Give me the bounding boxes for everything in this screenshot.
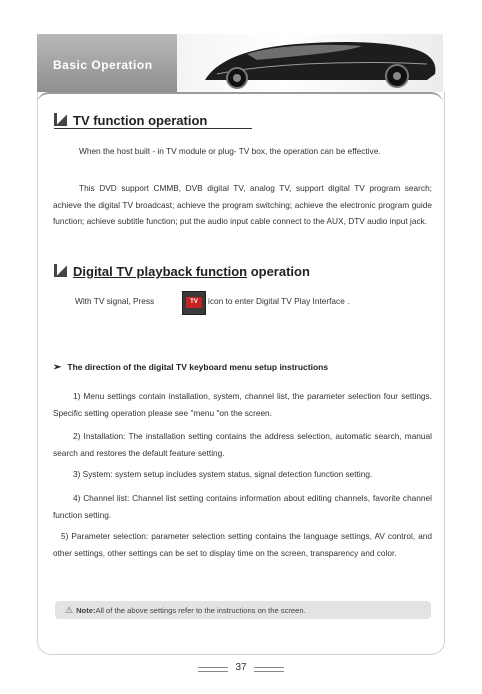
section-title-rest: operation [247,264,310,279]
keyboard-menu-heading [53,362,328,373]
tv-instruction-after [208,296,349,306]
note-label: Note: [76,606,96,615]
header-label-panel [37,34,177,92]
sports-car-image [177,34,443,92]
tv-icon [182,291,206,315]
page-number: 37 [198,660,284,676]
section-label: Basic Operation [53,58,153,72]
note-box [55,601,431,619]
keyboard-menu-heading-text: The direction of the digital TV keyboard menu setup instructions [67,362,329,372]
instruction-after: icon to enter Digital TV Play Interface . [208,296,350,306]
arrow-bullet-icon: ➢ [53,362,62,373]
note-text: All of the above settings refer to the instructions on the screen. [95,606,306,615]
tv-instruction-line [75,296,154,306]
content-frame [37,92,445,655]
list-item: 2) Installation: The installation setting contains the address selection, automatic search, manual search and restores the default feature setting. [53,431,432,458]
section-title-tv-function [54,113,207,128]
title-underline [54,128,252,129]
list-item: 5) Parameter selection: parameter selection setting contains the language settings, AV control, and other settings, other settings can be set to display time on the screen, transparency and color. [53,531,432,558]
section-title-underlined: Digital TV playback function [73,264,248,279]
warning-icon: ⚠ [65,605,74,615]
list-item: 3) System: system setup includes system status, signal detection function setting. [73,469,373,479]
page-header [37,34,443,92]
tv-icon-label: TV [186,297,202,308]
paragraph-dvd-support: This DVD support CMMB, DVB digital TV, analog TV, support digital TV program search; achieve the digital TV broadcast; achieve the program switching; achieve the electronic program guide function; achieve subtitle function; put the audio input cable connect to the AUX, DTV audio input jack. [53,183,432,226]
instruction-before: With TV signal, Press [75,296,155,306]
list-item: 1) Menu settings contain installation, system, channel list, the parameter selection four settings. Specific setting operation please see "menu "on the screen. [53,391,432,418]
car-illustration [177,34,443,92]
section-title-digital-tv [54,264,310,279]
paragraph-tv-intro: When the host built - in TV module or plug- TV box, the operation can be effective. [79,146,381,156]
triangle-bullet-icon [54,113,67,126]
section-title-text: TV function operation [73,113,208,128]
triangle-bullet-icon [54,264,67,277]
list-item: 4) Channel list: Channel list setting contains information about editing channels, favorite channel function setting. [53,493,432,520]
